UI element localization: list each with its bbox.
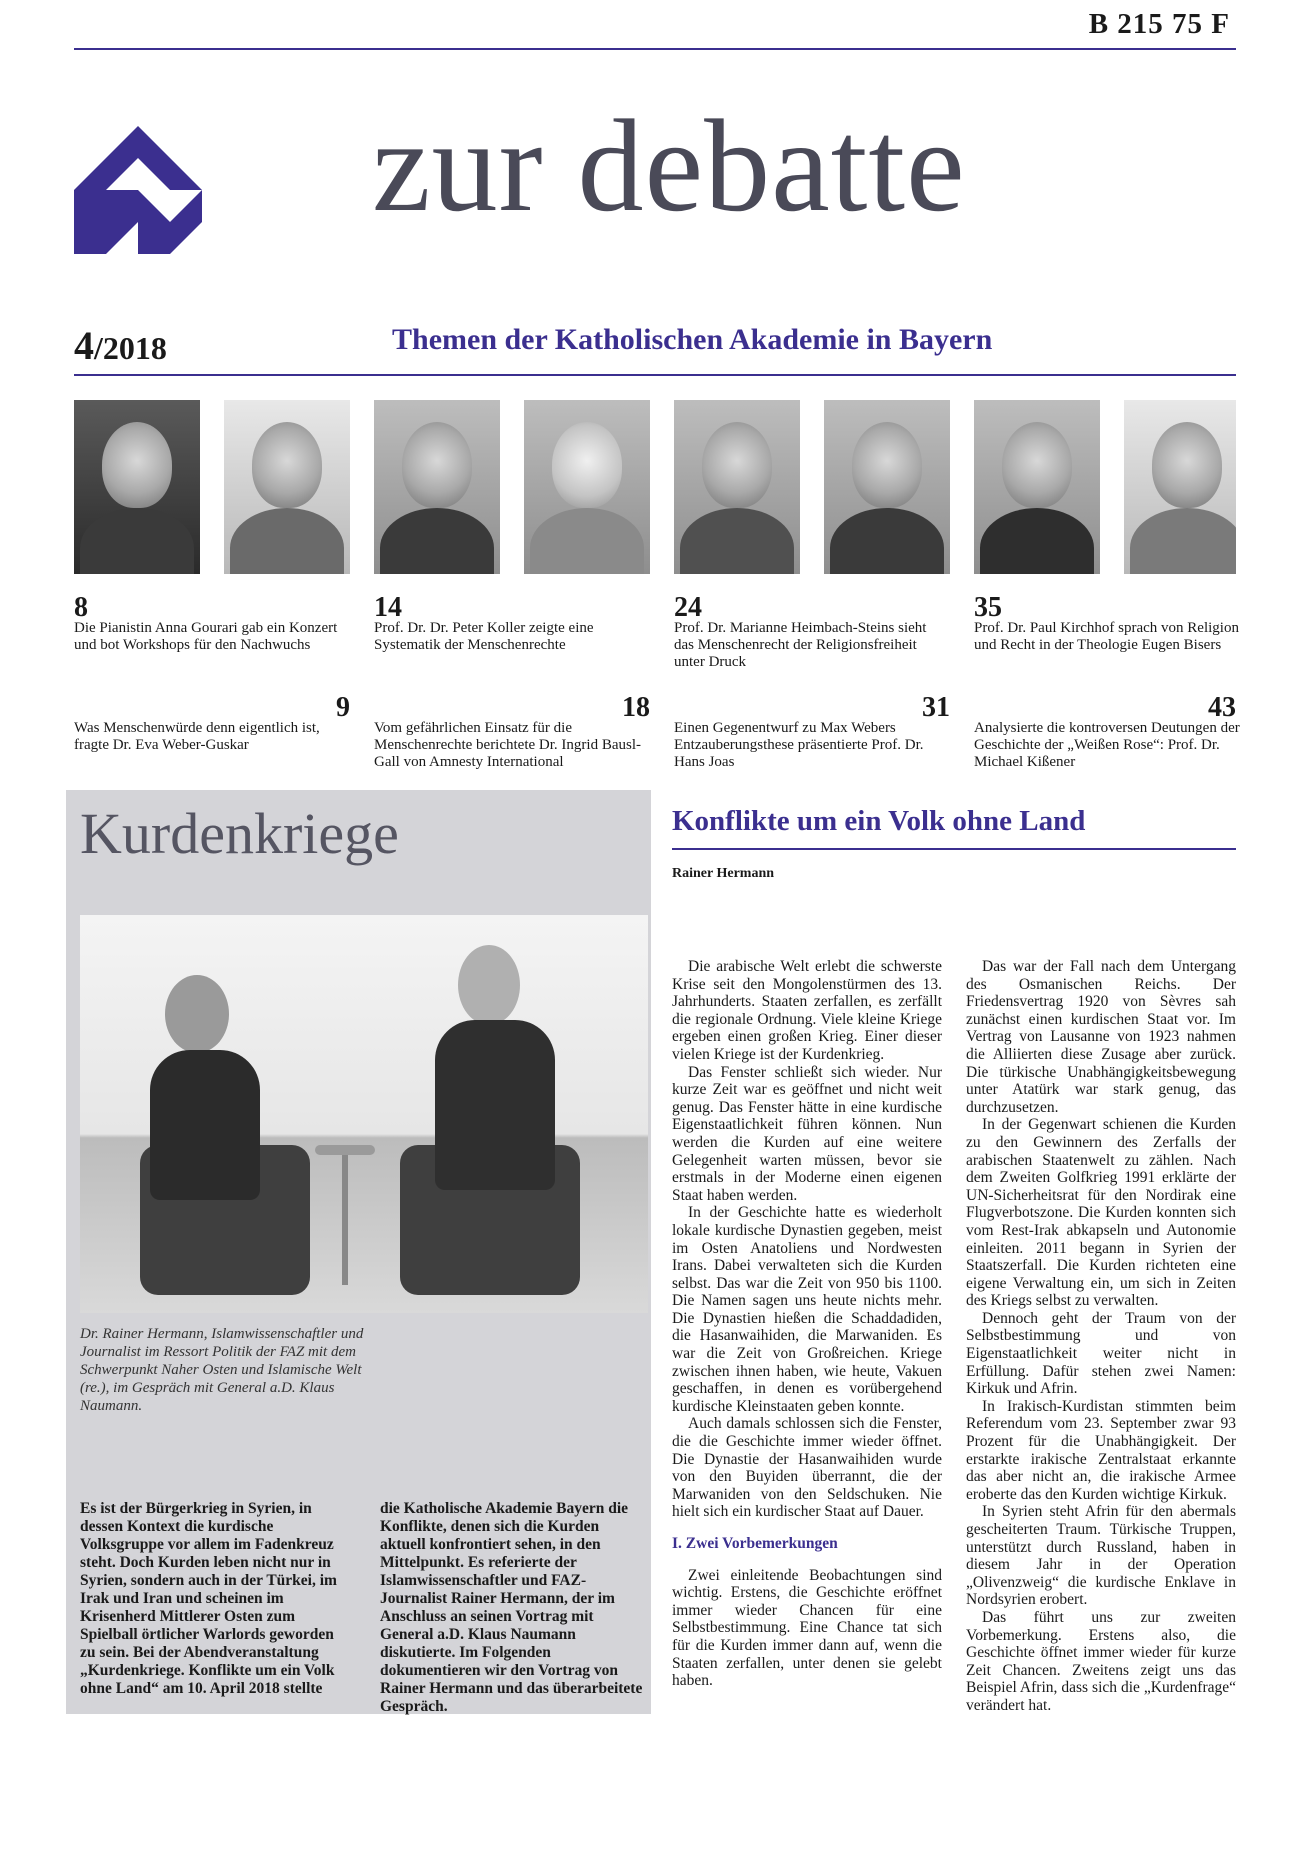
publication-code: B 215 75 F [1088,8,1230,40]
intro-right: die Katholische Akademie Bayern die Konflikte, denen sich die Kurden aktuell konfrontiert sehen, in den Mittelpunkt. Es referierte der Islamwissenschaftler und FAZ-Journalist Rainer Hermann, der im Anschluss an seinen Vortrag mit General a.D. Klaus Naumann diskutierte. Im Folgenden dokumentieren wir den Vortrag von Rainer Hermann und das überarbeitete Gespräch. [380,1500,643,1715]
portrait-photo [74,400,200,574]
article-column-2 [966,958,1236,1715]
article-rule [672,848,1236,850]
toc-text: Was Menschenwürde denn eigentlich ist, fragte Dr. Eva Weber-Guskar [74,720,320,753]
portrait-photo [224,400,350,574]
portrait-photo [974,400,1100,574]
academy-logo-icon [74,126,202,254]
paragraph: Das führt uns zur zweiten Vorbemerkung. Erstens also, die Geschichte öffnet immer wieder für kurze Zeit Chancen. Zweitens zeigt uns das Beispiel Afrin, dass sich die „Kurdenfrage“ verändert hat. [966,1608,1236,1714]
feature-heading: Kurdenkriege [80,801,399,866]
paragraph: In Syrien steht Afrin für den abermals gescheiterten Traum. Türkische Truppen, unterstützt durch Russland, haben in diesem Jahr in der Operation „Olivenzweig“ die kurdische Enklave in Nordsyrien erobert. [966,1503,1236,1609]
intro-left: Es ist der Bürgerkrieg in Syrien, in dessen Kontext die kurdische Volksgruppe vor allem im Fadenkreuz steht. Doch Kurden leben nicht nur in Syrien, sondern auch in der Türkei, im Irak und Iran und scheinen im Krisenherd Mittlerer Osten zum Spielball örtlicher Warlords geworden zu sein. Bei der Abendveranstaltung „Kurdenkriege. Konflikte um ein Volk ohne Land“ am 10. April 2018 stellte [80,1500,337,1697]
paragraph: In Irakisch-Kurdistan stimmten beim Referendum vom 23. September zwar 93 Prozent für die Unabhängigkeit. Der erstarkte irakische Zentralstaat erkannte das aber nicht an, die irakische Armee eroberte das den Kurden wichtige Kirkuk. [966,1397,1236,1503]
article-column-1 [672,958,942,1690]
toc-number: 9 [336,692,350,723]
paragraph: In der Gegenwart schienen die Kurden zu den Gewinnern des Zerfalls der arabischen Staatenwelt zu zählen. Nach dem Zweiten Golfkrieg 1991 erklärte der UN-Sicherheitsrat für den Nordirak eine Flugverbotszone. Die Kurden konnten sich vom Rest-Irak abkapseln und Autonomie einleiten. 2011 begann in Syrien der Staatszerfall. Die Kurden richteten eine eigene Verwaltung ein, um sich in Zeiten des Kriegs selbst zu verwalten. [966,1116,1236,1310]
article-author: Rainer Hermann [672,866,775,881]
toc-text: Prof. Dr. Marianne Heimbach-Steins sieht das Menschenrecht der Religionsfreiheit unter Druck [674,620,927,670]
paragraph: Dennoch geht der Traum von der Selbstbestimmung und von Eigenstaatlichkeit weiter nicht in Erfüllung. Dafür stehen zwei Namen: Kirkuk und Afrin. [966,1309,1236,1398]
toc-text: Einen Gegenentwurf zu Max Webers Entzauberungsthese präsentierte Prof. Dr. Hans Joas [674,720,924,770]
discussion-photo [80,915,648,1313]
toc-number: 8 [74,592,88,623]
toc-number: 43 [1208,692,1236,723]
portrait-photo [674,400,800,574]
toc-number: 14 [374,592,402,623]
portrait-photo [374,400,500,574]
section-heading: I. Zwei Vorbemerkungen [672,1535,838,1552]
page-subtitle: Themen der Katholischen Akademie in Bayern [392,323,993,356]
paragraph: Das war der Fall nach dem Untergang des Osmanischen Reichs. Der Friedensvertrag 1920 von Sèvres sah zunächst einen kurdischen Staat vor. Im Vertrag von Lausanne von 1923 nahmen die Alliierten diese Zusage aber zurück. Die türkische Unabhängigkeitsbewegung unter Atatürk war stark genug, das durchzusetzen. [966,958,1236,1116]
toc-number: 31 [922,692,950,723]
toc-text: Analysierte die kontroversen Deutungen der Geschichte der „Weißen Rose“: Prof. Dr. Michael Kißener [974,720,1240,770]
paragraph: Die arabische Welt erlebt die schwerste Krise seit den Mongolenstürmen des 13. Jahrhunderts. Staaten zerfallen, es zerfällt die regionale Ordnung. Viele kleine Kriege ergeben einen großen Krieg. Einer dieser vielen Kriege ist der Kurdenkrieg. [672,958,942,1063]
header-rule [74,374,1236,376]
paragraph: Auch damals schlossen sich die Fenster, die die Geschichte immer wieder öffnet. Die Dynastie der Hasanwaihiden wurde von den Buyiden überrannt, die der Marwaniden von den Seldschuken. Nie hielt sich ein kurdischer Staat auf Dauer. [672,1415,942,1521]
photo-caption: Dr. Rainer Hermann, Islamwissenschaftler und Journalist im Ressort Politik der FAZ mit dem Schwerpunkt Naher Osten und Islamische Welt (re.), im Gespräch mit General a.D. Klaus Naumann. [80,1326,364,1414]
issue-year: /2018 [94,330,167,366]
page-title: zur debatte [372,92,966,239]
paragraph: Das Fenster schließt sich wieder. Nur kurze Zeit war es geöffnet und nicht weit genug. Das Fenster hätte in eine kurdische Eigenstaatlichkeit führen können. Nun werden die Kurden auf eine weitere Gelegenheit warten müssen, bevor sie erstmals in der Moderne einen eigenen Staat haben werden. [672,1063,942,1204]
toc-text: Die Pianistin Anna Gourari gab ein Konzert und bot Workshops für den Nachwuchs [74,620,338,653]
toc-number: 18 [622,692,650,723]
portrait-photo [524,400,650,574]
paragraph: Zwei einleitende Beobachtungen sind wichtig. Erstens, die Geschichte eröffnet immer wieder Chancen für eine Selbstbestimmung. Eine Chance tat sich für die Kurden immer dann auf, wenn die Staaten zerfallen, unter denen sie gelebt haben. [672,1566,942,1690]
toc-text: Vom gefährlichen Einsatz für die Menschenrechte berichtete Dr. Ingrid Bausl-Gall von Amnesty International [374,720,641,770]
top-rule [74,48,1236,50]
portrait-photo [824,400,950,574]
toc-number: 24 [674,592,702,623]
article-title: Konflikte um ein Volk ohne Land [672,805,1086,837]
portrait-photo [1124,400,1236,574]
toc-text: Prof. Dr. Paul Kirchhof sprach von Religion und Recht in der Theologie Eugen Bisers [974,620,1239,653]
paragraph: In der Geschichte hatte es wiederholt lokale kurdische Dynastien gegeben, meist im Osten Anatoliens und Nordwesten Irans. Dabei verwalteten sich die Kurden selbst. Das war die Zeit von 950 bis 1100. Die Namen sagen uns heute nichts mehr. Die Dynastien hießen die Schaddadiden, die Hasanwaihiden, die Marwaniden. Es war die Zeit von Großreichen. Kriege zwischen ihnen haben, wie heute, Vakuen geschaffen, in denen es vorübergehend kurdische Kleinstaaten geben konnte. [672,1204,942,1415]
toc-number: 35 [974,592,1002,623]
issue-label [74,322,167,369]
toc-text: Prof. Dr. Dr. Peter Koller zeigte eine Systematik der Menschenrechte [374,620,594,653]
issue-number: 4 [74,323,94,368]
